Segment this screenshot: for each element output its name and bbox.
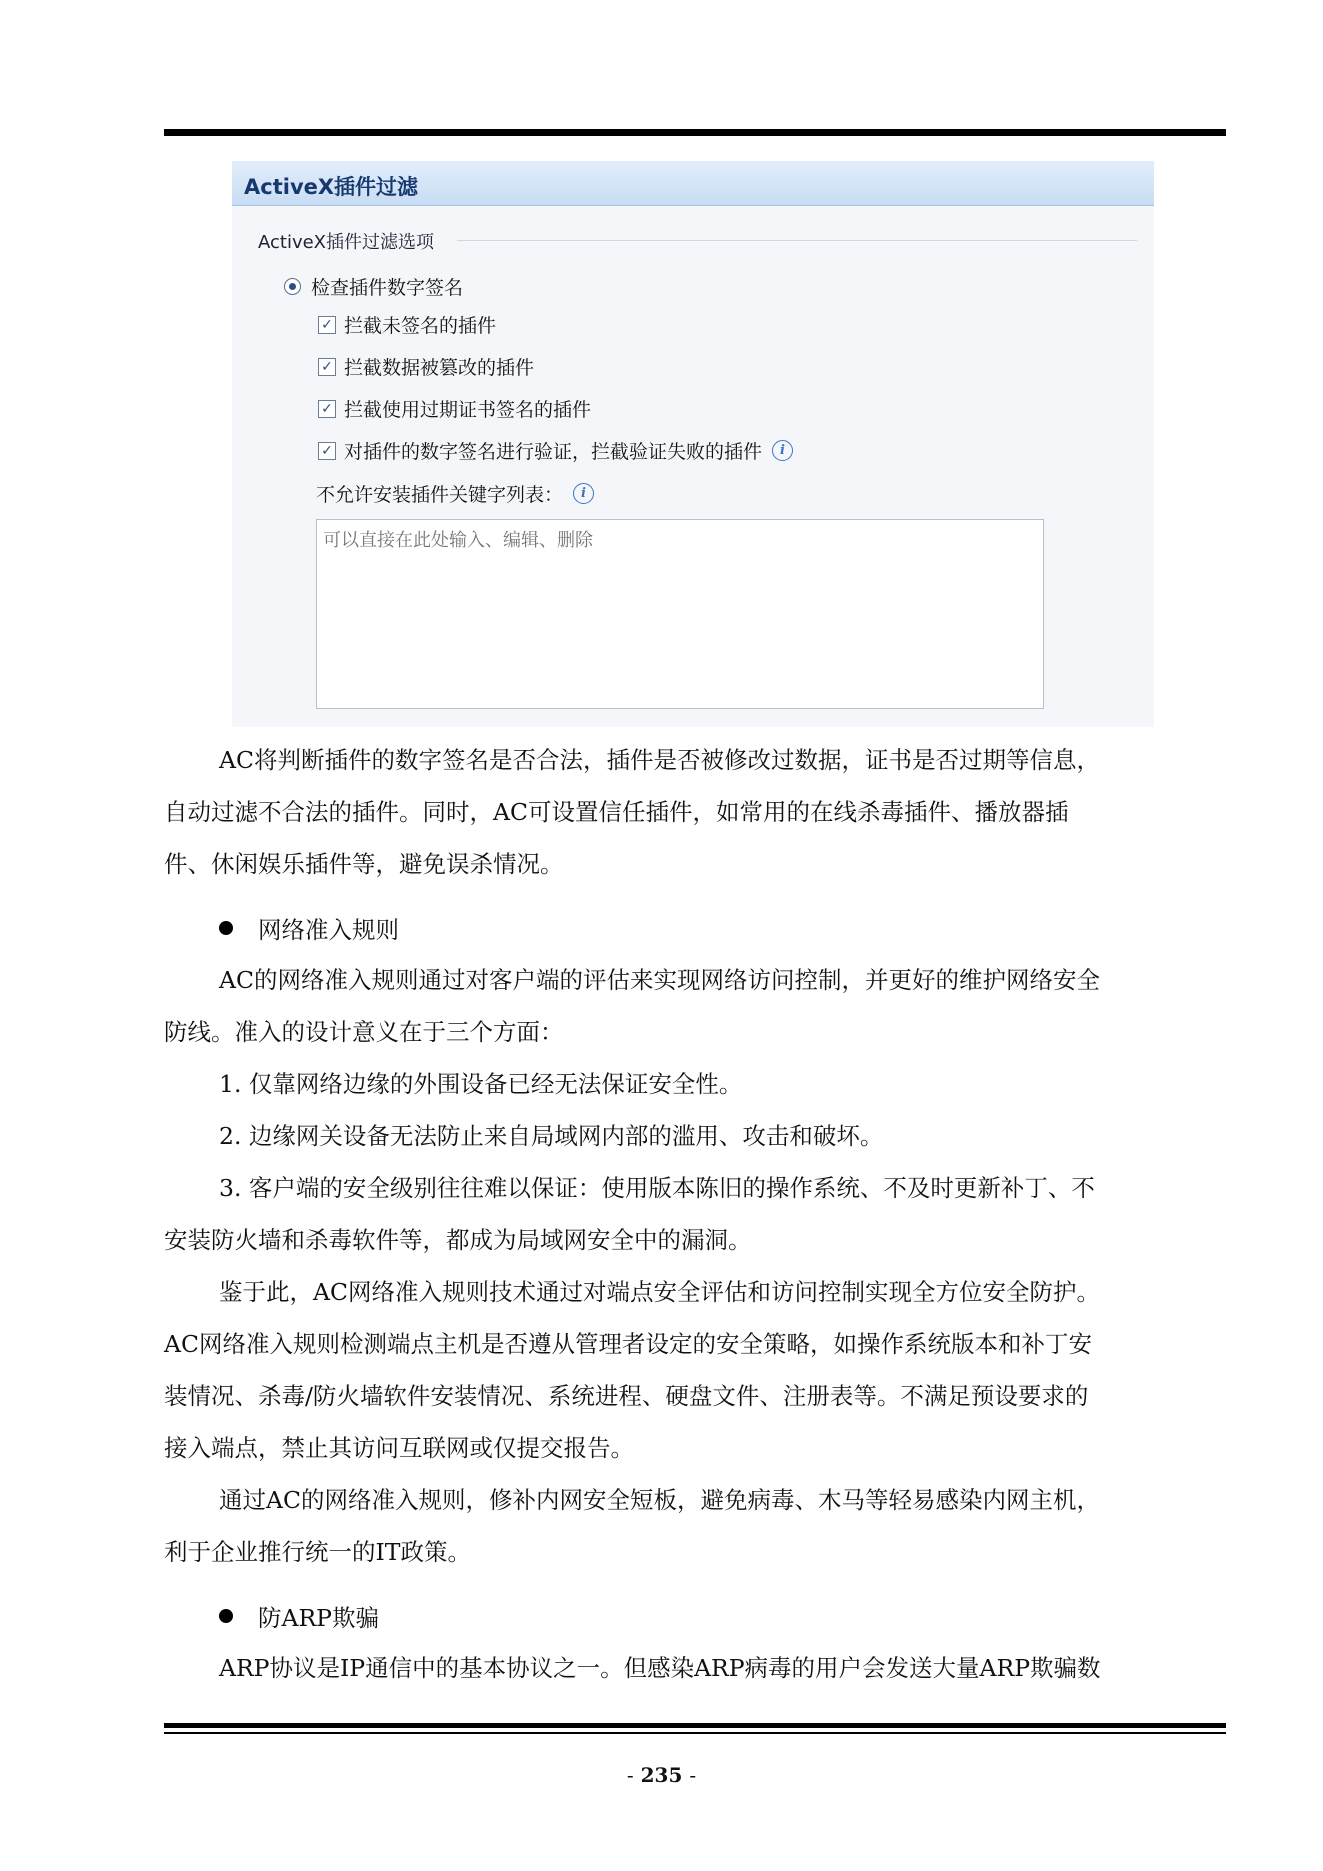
checkbox-label: 拦截数据被篡改的插件 xyxy=(344,357,535,379)
paragraph-line: 鉴于此，AC网络准入规则技术通过对端点安全评估和访问控制实现全方位安全防护。 xyxy=(219,1278,1100,1306)
header-rule xyxy=(164,129,1226,136)
panel-title: ActiveX插件过滤 xyxy=(244,175,419,199)
list-item-continued: 安装防火墙和杀毒软件等，都成为局域网安全中的漏洞。 xyxy=(164,1226,752,1254)
paragraph-line: 防线。准入的设计意义在于三个方面： xyxy=(164,1018,564,1046)
bullet-heading xyxy=(219,911,399,945)
checkbox-block-unsigned[interactable] xyxy=(318,311,496,338)
paragraph-line: 装情况、杀毒/防火墙软件安装情况、系统进程、硬盘文件、注册表等。不满足预设要求的 xyxy=(164,1382,1089,1410)
fieldset-legend: ActiveX插件过滤选项 xyxy=(258,232,435,253)
activex-filter-panel xyxy=(232,161,1154,727)
panel-header xyxy=(232,161,1154,206)
paragraph-line: 件、休闲娱乐插件等，避免误杀情况。 xyxy=(164,850,564,878)
paragraph-line: 接入端点，禁止其访问互联网或仅提交报告。 xyxy=(164,1434,634,1462)
radio-label: 检查插件数字签名 xyxy=(311,277,464,299)
checkbox-block-tampered[interactable] xyxy=(318,353,534,380)
keyword-list-textarea[interactable] xyxy=(316,519,1044,709)
checkbox-checked-icon[interactable]: ✓ xyxy=(318,442,336,460)
list-item: 3. 客户端的安全级别往往难以保证：使用版本陈旧的操作系统、不及时更新补丁、不 xyxy=(219,1174,1095,1202)
paragraph-line: AC网络准入规则检测端点主机是否遵从管理者设定的安全策略，如操作系统版本和补丁安 xyxy=(164,1330,1092,1358)
checkbox-label: 拦截使用过期证书签名的插件 xyxy=(344,399,592,421)
info-icon[interactable]: i xyxy=(772,440,793,461)
bullet-icon xyxy=(219,921,233,935)
keyword-list-label: 不允许安装插件关键字列表： xyxy=(316,484,564,506)
bullet-text: 防ARP欺骗 xyxy=(258,1604,379,1632)
paragraph-line: 利于企业推行统一的IT政策。 xyxy=(164,1538,471,1566)
fieldset-divider xyxy=(457,240,1137,241)
footer-rule xyxy=(164,1723,1226,1728)
check-signature-radio[interactable] xyxy=(284,273,463,300)
footer-rule-thin xyxy=(164,1732,1226,1734)
checkbox-checked-icon[interactable]: ✓ xyxy=(318,400,336,418)
paragraph-line: AC将判断插件的数字签名是否合法，插件是否被修改过数据，证书是否过期等信息， xyxy=(219,746,1100,774)
paragraph-line: 通过AC的网络准入规则，修补内网安全短板，避免病毒、木马等轻易感染内网主机， xyxy=(219,1486,1100,1514)
page-number xyxy=(0,1763,1323,1787)
checkbox-label: 拦截未签名的插件 xyxy=(344,315,497,337)
checkbox-verify-signature[interactable] xyxy=(318,437,793,464)
checkbox-checked-icon[interactable]: ✓ xyxy=(318,316,336,334)
checkbox-label: 对插件的数字签名进行验证，拦截验证失败的插件 xyxy=(344,441,763,463)
radio-selected-icon[interactable] xyxy=(284,278,301,295)
checkbox-checked-icon[interactable]: ✓ xyxy=(318,358,336,376)
bullet-icon xyxy=(219,1609,233,1623)
list-item: 1. 仅靠网络边缘的外围设备已经无法保证安全性。 xyxy=(219,1070,743,1098)
paragraph-line: 自动过滤不合法的插件。同时，AC可设置信任插件，如常用的在线杀毒插件、播放器插 xyxy=(164,798,1069,826)
page-number-value: 235 xyxy=(640,1763,683,1787)
info-icon[interactable]: i xyxy=(573,483,594,504)
bullet-heading xyxy=(219,1599,379,1633)
list-item: 2. 边缘网关设备无法防止来自局域网内部的滥用、攻击和破坏。 xyxy=(219,1122,884,1150)
paragraph-line: AC的网络准入规则通过对客户端的评估来实现网络访问控制，并更好的维护网络安全 xyxy=(219,966,1100,994)
bullet-text: 网络准入规则 xyxy=(258,916,399,944)
page-number-dash: - xyxy=(626,1763,634,1787)
paragraph-line: ARP协议是IP通信中的基本协议之一。但感染ARP病毒的用户会发送大量ARP欺骗数 xyxy=(219,1654,1101,1682)
checkbox-block-expired-cert[interactable] xyxy=(318,395,591,422)
keyword-list-label-row xyxy=(316,480,594,507)
page-number-dash: - xyxy=(689,1763,697,1787)
